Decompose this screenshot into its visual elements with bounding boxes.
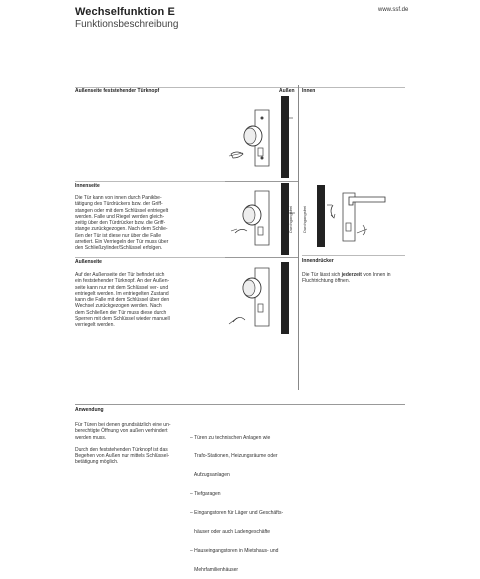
text-line: Durch den feststehenden Türknopf ist das (75, 446, 168, 453)
heading-anwendung: Anwendung (75, 407, 104, 413)
text-line: werden. Falle und Riegel werden gleich- (75, 213, 165, 220)
text-line: arretiert. Ein Verriegeln der Tür muss über (75, 239, 169, 246)
heading-inside: Innenseite (75, 183, 100, 189)
text-line: betätigung möglich. (75, 459, 119, 466)
list-item: Trafo-Stationen, Heizungsräume oder (190, 453, 278, 460)
text-line: Wechsel zurückgezogen werden. Nach (75, 303, 162, 310)
inside-lever-illustration (305, 175, 390, 250)
list-item: Aufzugsanlagen (190, 472, 230, 479)
text-line: ßen der Tür ist diese nur über die Falle (75, 232, 162, 239)
side-label-durchgang-2: Durchgangsfrei (302, 205, 307, 233)
illustration-separator-1 (225, 181, 298, 182)
text-line: tätigung des Türdrückers bzw. der Griff- (75, 201, 163, 208)
text-line: werden muss. (75, 434, 107, 441)
outside-description (75, 272, 235, 329)
text-line: Für Türen bei denen grundsätzlich eine un- (75, 422, 171, 428)
door-edge-bar (317, 185, 325, 247)
list-item: – Tiefgaragen (190, 491, 221, 498)
illustration-separator-2 (225, 257, 298, 258)
page-title: Wechselfunktion E (75, 6, 175, 18)
text-line: Auf der Außenseite der Tür befindet sich (75, 272, 165, 278)
outside-divider (75, 257, 225, 258)
text-line: Begehen von Außen nur mittels Schlüssel- (75, 453, 170, 460)
text-line: stange zurückgezogen. Nach dem Schlie- (75, 226, 168, 233)
emphasis-text: jederzeit (341, 272, 362, 278)
text-line: ein feststehender Türknopf. An der Außen- (75, 278, 170, 285)
text-line: Fluchtrichtung öffnen. (302, 278, 350, 285)
text-line: berechtigte Öffnung von außen verhindert (75, 428, 168, 435)
text-line: Die Tür lässt sich jederzeit von Innen in (302, 272, 391, 278)
text-line: Die Tür kann von innen durch Panikbe- (75, 195, 162, 201)
column-label-outside: Außen (279, 88, 295, 94)
text-line: entriegelt werden. Im entriegelten Zustand (75, 290, 169, 297)
key-lock-outside-illustration (225, 262, 300, 334)
text-line: kann die Falle mit dem Schlüssel über den (75, 297, 170, 304)
text-line: zeitig über den Türdrücker bzw. die Griff- (75, 220, 166, 227)
innendruecker-description (302, 272, 412, 285)
page-subtitle: Funktionsbeschreibung (75, 19, 179, 30)
anwendung-divider (75, 404, 405, 405)
door-edge-bar (281, 262, 289, 334)
heading-outside: Außenseite (75, 259, 102, 265)
inside-divider (75, 181, 225, 182)
column-label-inside: Innen (302, 88, 316, 94)
anwendung-description (75, 422, 195, 466)
list-item: Mehrfamilienhäuser (190, 566, 239, 573)
text-line: den Schließzylinder/Schlüssel erfolgen. (75, 245, 163, 252)
text-line: Sperren mit dem Schlüssel wieder manuell (75, 316, 170, 323)
inside-description (75, 195, 235, 252)
list-item: – Hauseingangstoren in Mietshaus- und (190, 547, 279, 554)
heading-outside-fixed-knob: Außenseite feststehender Türknopf (75, 88, 160, 94)
anwendung-examples-list (190, 422, 320, 579)
door-edge-bar (281, 96, 289, 178)
text-line: stangen oder mit dem Schlüssel entriegelt (75, 207, 169, 214)
text-line: seite kann nur mit dem Schlüssel ver- und (75, 284, 169, 291)
side-label-durchgang: Durchgangsfrei (288, 205, 293, 233)
door-knob-outside-fixed-illustration (225, 96, 300, 178)
heading-innendruecker: Innendrücker (302, 258, 334, 264)
text-line: dem Schließen der Tür muss diese durch (75, 309, 167, 316)
innendruecker-divider (302, 255, 405, 256)
list-item: häuser oder auch Ladengeschäfte (190, 529, 271, 536)
list-item: – Türen zu technischen Anlagen wie (190, 434, 271, 441)
list-item: – Eingangstoren für Läger und Geschäfts- (190, 510, 284, 517)
text-line: verriegelt werden. (75, 322, 115, 329)
website-url: www.ssf.de (378, 7, 409, 13)
